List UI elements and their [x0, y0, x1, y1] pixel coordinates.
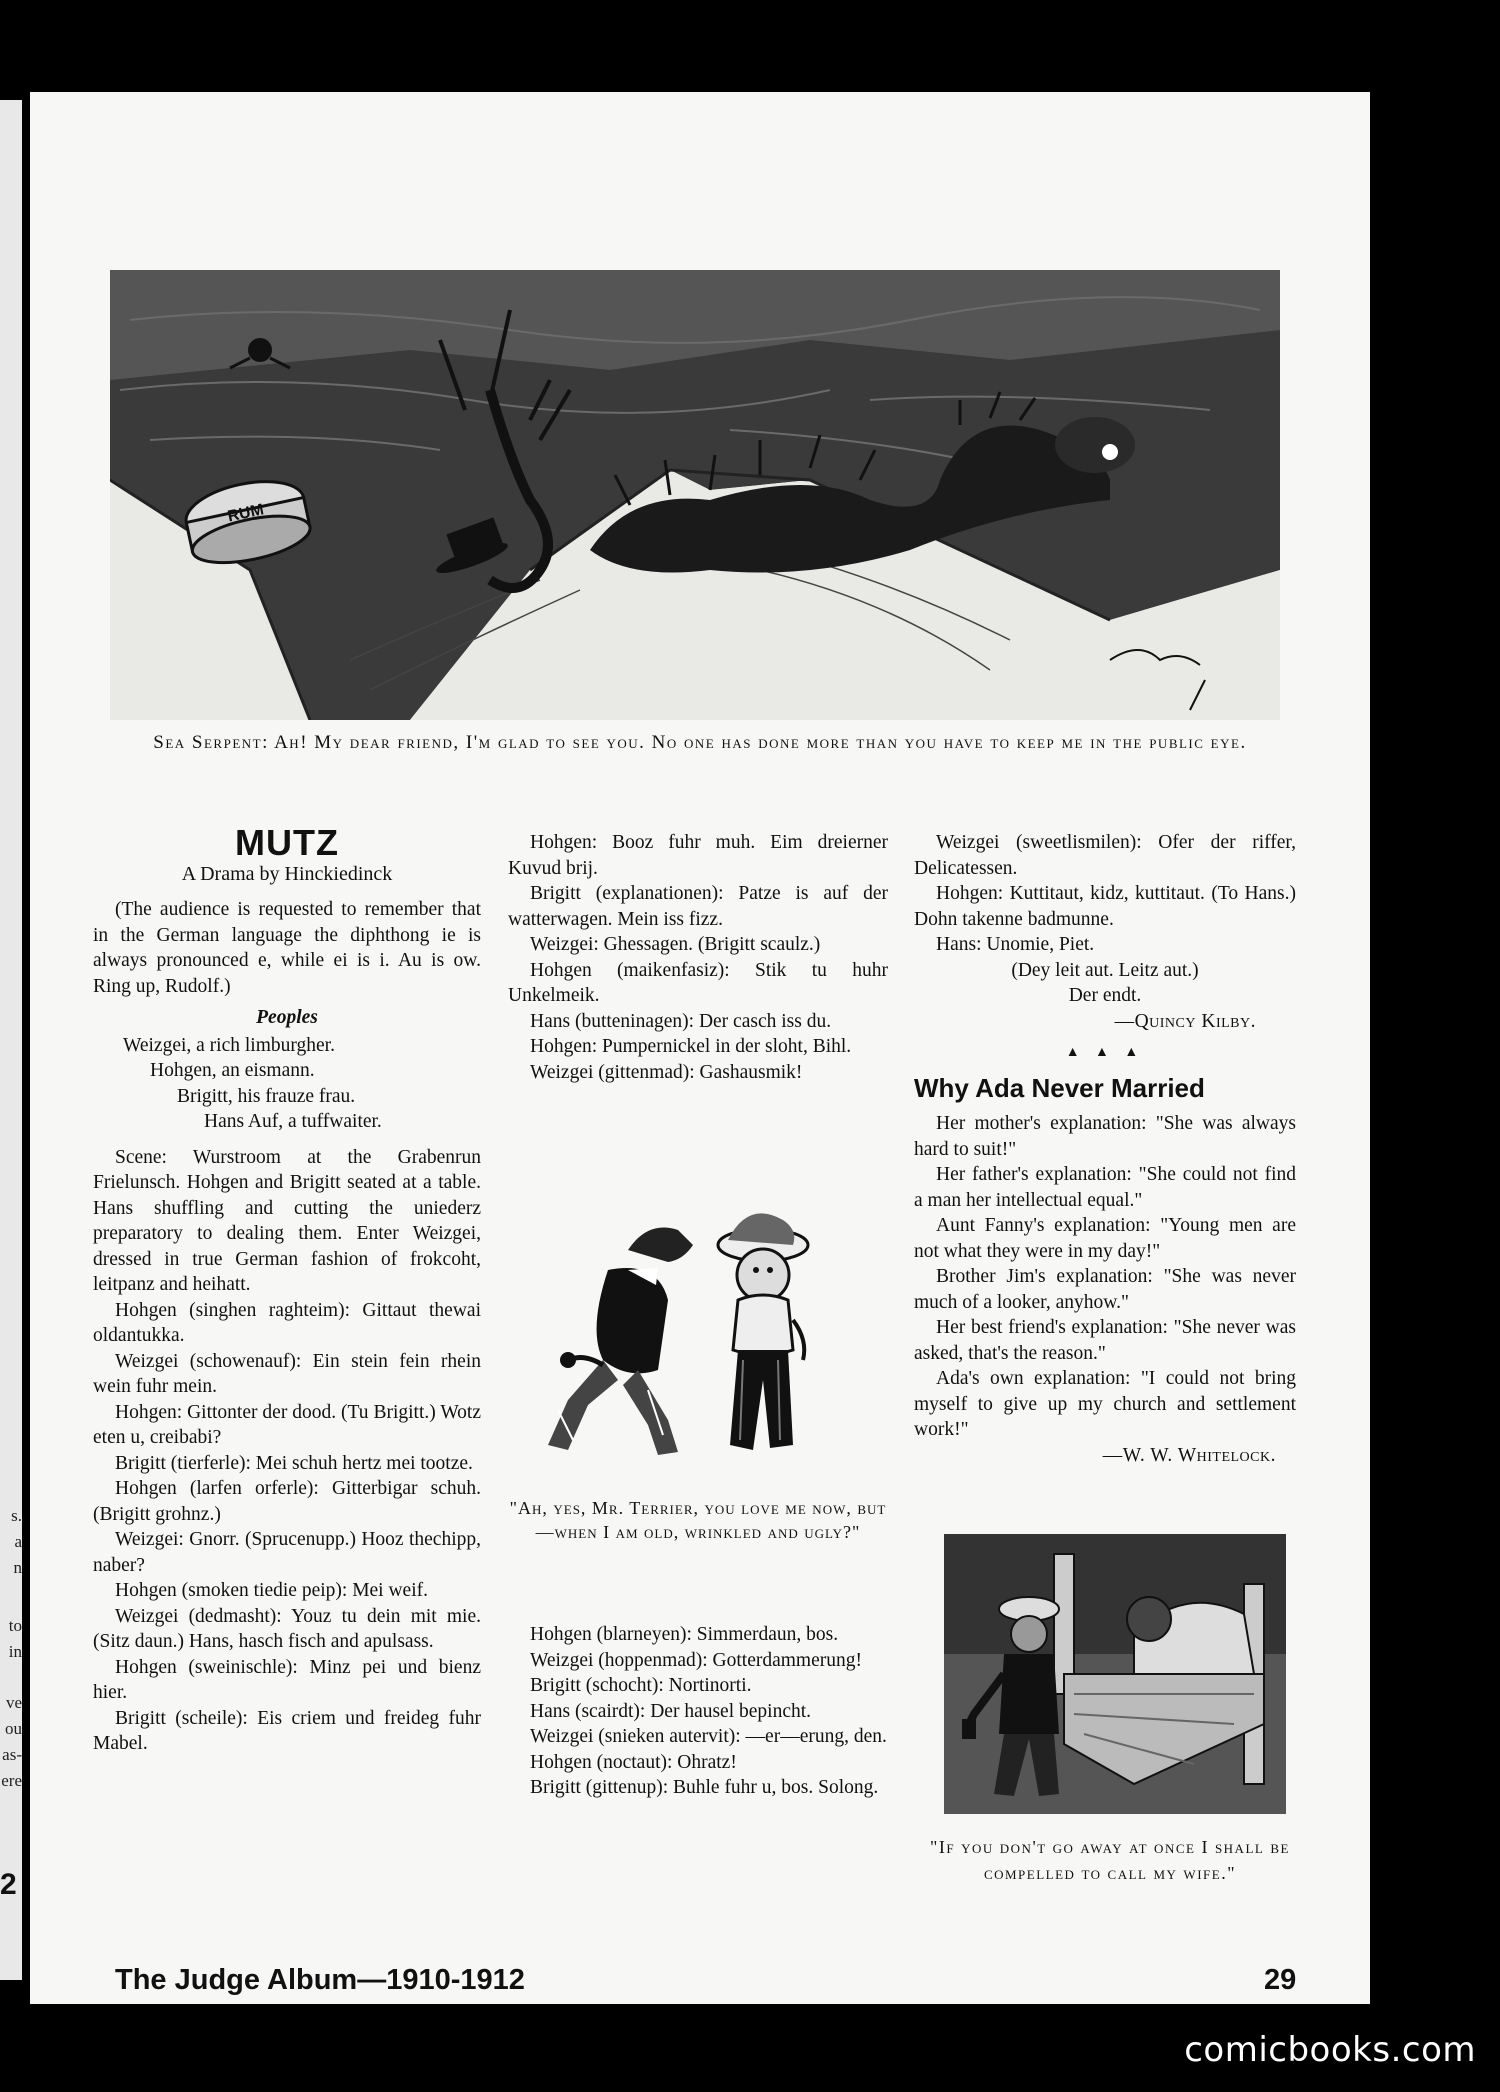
- play-line: Weizgei: Gnorr. (Sprucenupp.) Hooz thechipp, naber?: [93, 1529, 481, 1576]
- barrel-label: RUM: [226, 501, 266, 526]
- left-page-fragment: in: [8, 1642, 22, 1661]
- ada-line: Her mother's explanation: "She was always hard to suit!": [914, 1113, 1296, 1160]
- terrier-cartoon: [508, 1190, 888, 1490]
- ada-author: —W. W. Whitelock.: [1102, 1444, 1276, 1466]
- left-page-fragment: to: [8, 1616, 22, 1635]
- section-divider: ▲ ▲ ▲: [1065, 1045, 1145, 1060]
- play-line: Hohgen (maikenfasiz): Stik tu huhr Unkelmeik.: [508, 959, 888, 1006]
- play-line: Weizgei (gittenmad): Gashausmik!: [530, 1061, 803, 1083]
- mutz-subtitle: A Drama by Hinckiedinck: [181, 862, 393, 885]
- stage-direction: (Dey leit aut. Leitz aut.): [1011, 959, 1199, 981]
- play-line: Weizgei (dedmasht): Youz tu dein mit mie. (Sitz daun.) Hans, hasch fisch and apulsass.: [93, 1605, 481, 1652]
- cast-member: Hohgen, an eismann.: [150, 1060, 315, 1081]
- left-page-fragment: n: [13, 1558, 22, 1577]
- play-line: Weizgei (sweetlismilen): Ofer der riffer, Delicatessen.: [914, 832, 1296, 879]
- page-number: 29: [1264, 1964, 1297, 1996]
- ada-line: Aunt Fanny's explanation: "Young men are not what they were in my day!": [914, 1215, 1296, 1262]
- play-line: Hohgen (larfen orferle): Gitterbigar schuh. (Brigitt grohnz.): [93, 1478, 481, 1525]
- column-3: [914, 830, 1296, 1468]
- play-line: Brigitt (tierferle): Mei schuh hertz mei tootze.: [115, 1452, 473, 1474]
- play-line: Weizgei (snieken autervit): —er—erung, den.: [530, 1726, 887, 1747]
- sea-serpent-caption: Sea Serpent: Ah! My dear friend, I'm glad to see you. No one has done more than you have to keep me in the public eye.: [153, 732, 1247, 753]
- play-line: Hans (scairdt): Der hausel bepincht.: [530, 1700, 812, 1722]
- left-page-fragment: ve: [5, 1693, 22, 1712]
- play-line: Scene: Wurstroom at the Grabenrun Frielunsch. Hohgen and Brigitt seated at a table. Hans shuffling and cutting the uniederz preparatory to dealing them. Enter Weizgei, dressed in true German fashion of frokcoht, leitpanz and heihatt.: [93, 1146, 481, 1295]
- ada-line: Her best friend's explanation: "She never was asked, that's the reason.": [914, 1317, 1296, 1364]
- play-line: Hohgen: Booz fuhr muh. Eim dreierner Kuvud brij.: [508, 832, 888, 879]
- play-line: Hans (butteninagen): Der casch iss du.: [530, 1010, 832, 1032]
- cast-member: Weizgei, a rich limburgher.: [123, 1034, 335, 1056]
- play-line: Weizgei: Ghessagen. (Brigitt scaulz.): [530, 934, 821, 955]
- peoples-heading: Peoples: [256, 1007, 318, 1028]
- ada-title: Why Ada Never Married: [914, 1072, 1205, 1103]
- ada-line: Brother Jim's explanation: "She was never much of a looker, anyhow.": [914, 1266, 1296, 1313]
- cast-member: Hans Auf, a tuffwaiter.: [204, 1111, 382, 1132]
- play-line: Hohgen (blarneyen): Simmerdaun, bos.: [530, 1624, 839, 1645]
- publication-title: The Judge Album—1910-1912: [115, 1964, 525, 1996]
- play-line: Brigitt (schocht): Nortinorti.: [530, 1675, 752, 1696]
- cast-member: Brigitt, his frauze frau.: [177, 1085, 356, 1107]
- play-line: Weizgei (hoppenmad): Gotterdammerung!: [530, 1649, 862, 1671]
- watermark: comicbooks.com: [1184, 2030, 1476, 2070]
- bedroom-cartoon: [934, 1524, 1296, 1824]
- play-line: Brigitt (scheile): Eis criem und freideg fuhr Mabel.: [93, 1707, 481, 1754]
- play-line: Hohgen: Gittonter der dood. (Tu Brigitt.) Wotz eten u, creibabi?: [93, 1401, 481, 1448]
- play-line: Hohgen (smoken tiedie peip): Mei weif.: [115, 1580, 428, 1601]
- play-line: Hohgen (singhen raghteim): Gittaut thewai oldantukka.: [93, 1299, 481, 1346]
- bedroom-cartoon-caption: "If you don't go away at once I shall be compelled to call my wife.": [930, 1837, 1290, 1883]
- ada-line: Ada's own explanation: "I could not bring myself to give up my church and settlement work!": [914, 1368, 1296, 1440]
- play-line: Weizgei (schowenauf): Ein stein fein rhein wein fuhr mein.: [93, 1350, 481, 1397]
- column-2-continued: [508, 1622, 888, 1801]
- left-page-fragment: s.: [11, 1506, 22, 1525]
- left-page-fragment: as-: [2, 1745, 22, 1764]
- ada-line: Her father's explanation: "She could not find a man her intellectual equal.": [914, 1164, 1296, 1211]
- play-line: Hohgen (sweinischle): Minz pei und bienz hier.: [93, 1656, 481, 1703]
- play-line: Brigitt (gittenup): Buhle fuhr u, bos. Solong.: [530, 1777, 879, 1798]
- play-line: Brigitt (explanationen): Patze is auf der watterwagen. Mein iss fizz.: [508, 883, 888, 930]
- column-2: [508, 830, 888, 1085]
- mutz-intro: (The audience is requested to remember that in the German language the diphthong ie is always pronounced e, while ei is i. Au is ow. Ring up, Rudolf.): [93, 899, 481, 997]
- play-line: Hans: Unomie, Piet.: [936, 934, 1095, 955]
- terrier-cartoon-caption: "Ah, yes, Mr. Terrier, you love me now, but—when I am old, wrinkled and ugly?": [509, 1498, 887, 1542]
- magazine-page: [30, 92, 1370, 2004]
- left-page-fragment: ou: [5, 1719, 22, 1738]
- play-line: Hohgen: Pumpernickel in der sloht, Bihl.: [530, 1036, 852, 1057]
- column-1: [93, 822, 481, 1757]
- play-line: Hohgen (noctaut): Ohratz!: [530, 1751, 737, 1773]
- play-line: Hohgen: Kuttitaut, kidz, kuttitaut. (To Hans.) Dohn takenne badmunne.: [914, 883, 1296, 930]
- left-page-fragment: ere: [1, 1771, 22, 1790]
- the-end-line: Der endt.: [1068, 985, 1142, 1006]
- left-page-number: 2: [0, 1868, 17, 1901]
- sea-serpent-illustration: [110, 240, 1280, 720]
- left-page-fragment: a: [14, 1532, 22, 1551]
- mutz-title: MUTZ: [235, 822, 339, 863]
- mutz-author: —Quincy Kilby.: [1114, 1010, 1256, 1032]
